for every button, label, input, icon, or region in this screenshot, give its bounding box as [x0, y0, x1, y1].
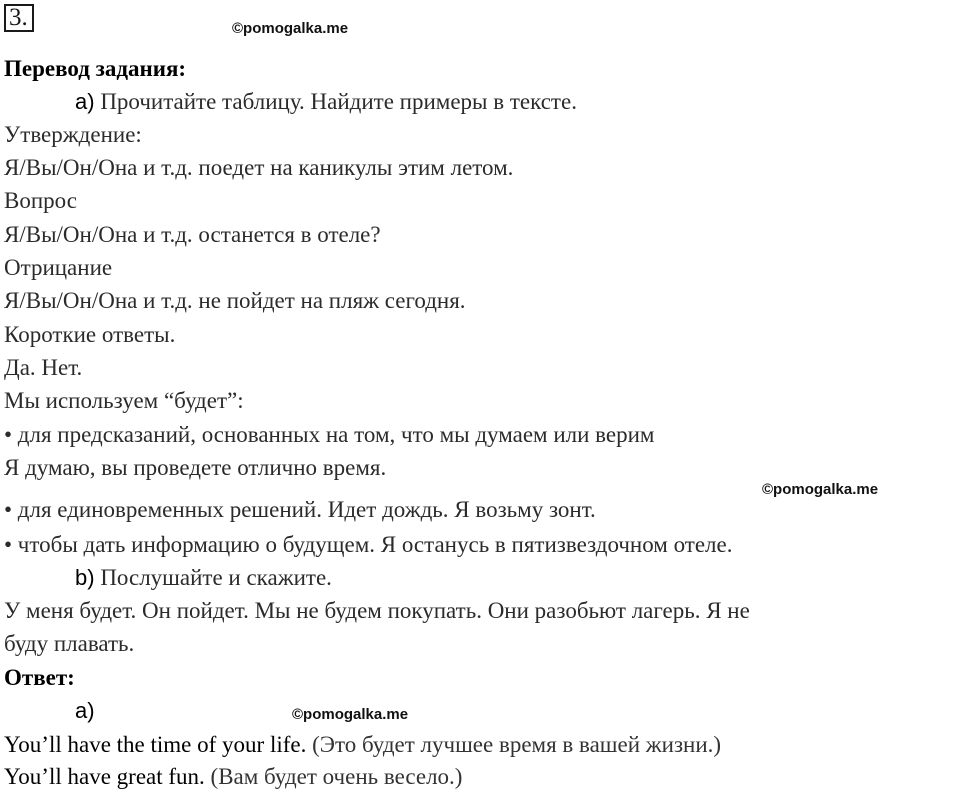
- watermark-middle: ©pomogalka.me: [762, 481, 879, 498]
- answer-english: You’ll have great fun.: [4, 764, 205, 789]
- part-b-line: буду плавать.: [4, 631, 135, 656]
- watermark-top: ©pomogalka.me: [232, 20, 349, 37]
- part-b-mark: b): [75, 565, 95, 590]
- translation-line: Да. Нет.: [4, 355, 83, 380]
- translation-line: Утверждение:: [4, 122, 142, 147]
- translation-line: • для единовременных решений. Идет дождь. Я возьму зонт.: [4, 497, 596, 522]
- translation-line: Мы используем “будет”:: [4, 388, 244, 413]
- translation-line: Вопрос: [4, 188, 77, 213]
- translation-part-b: [75, 564, 332, 592]
- translation-part-a: [75, 88, 577, 116]
- translation-line: Я думаю, вы проведете отлично время.: [4, 455, 387, 480]
- translation-line: Короткие ответы.: [4, 322, 176, 347]
- answer-english: You’ll have the time of your life.: [4, 732, 307, 757]
- answer-item: [4, 731, 721, 759]
- answer-translation: (Вам будет очень весело.): [210, 764, 463, 789]
- translation-heading: Перевод задания:: [4, 56, 187, 81]
- answer-part-a-mark: a): [75, 698, 95, 723]
- exercise-number-box: 3.: [4, 4, 34, 32]
- part-a-mark: a): [75, 89, 95, 114]
- part-b-text: Послушайте и скажите.: [100, 565, 332, 590]
- part-a-text: Прочитайте таблицу. Найдите примеры в тексте.: [100, 89, 577, 114]
- answer-heading: Ответ:: [4, 665, 75, 690]
- answer-item: [4, 763, 462, 791]
- translation-line: Я/Вы/Он/Она и т.д. поедет на каникулы этим летом.: [4, 155, 514, 180]
- part-b-line: У меня будет. Он пойдет. Мы не будем покупать. Они разобьют лагерь. Я не: [4, 598, 750, 623]
- translation-line: Я/Вы/Он/Она и т.д. не пойдет на пляж сегодня.: [4, 288, 466, 313]
- translation-line: • чтобы дать информацию о будущем. Я останусь в пятизвездочном отеле.: [4, 532, 733, 557]
- answer-translation: (Это будет лучшее время в вашей жизни.): [312, 732, 722, 757]
- watermark-bottom: ©pomogalka.me: [292, 706, 409, 723]
- translation-line: • для предсказаний, основанных на том, что мы думаем или верим: [4, 422, 655, 447]
- translation-line: Я/Вы/Он/Она и т.д. останется в отеле?: [4, 222, 381, 247]
- translation-line: Отрицание: [4, 255, 113, 280]
